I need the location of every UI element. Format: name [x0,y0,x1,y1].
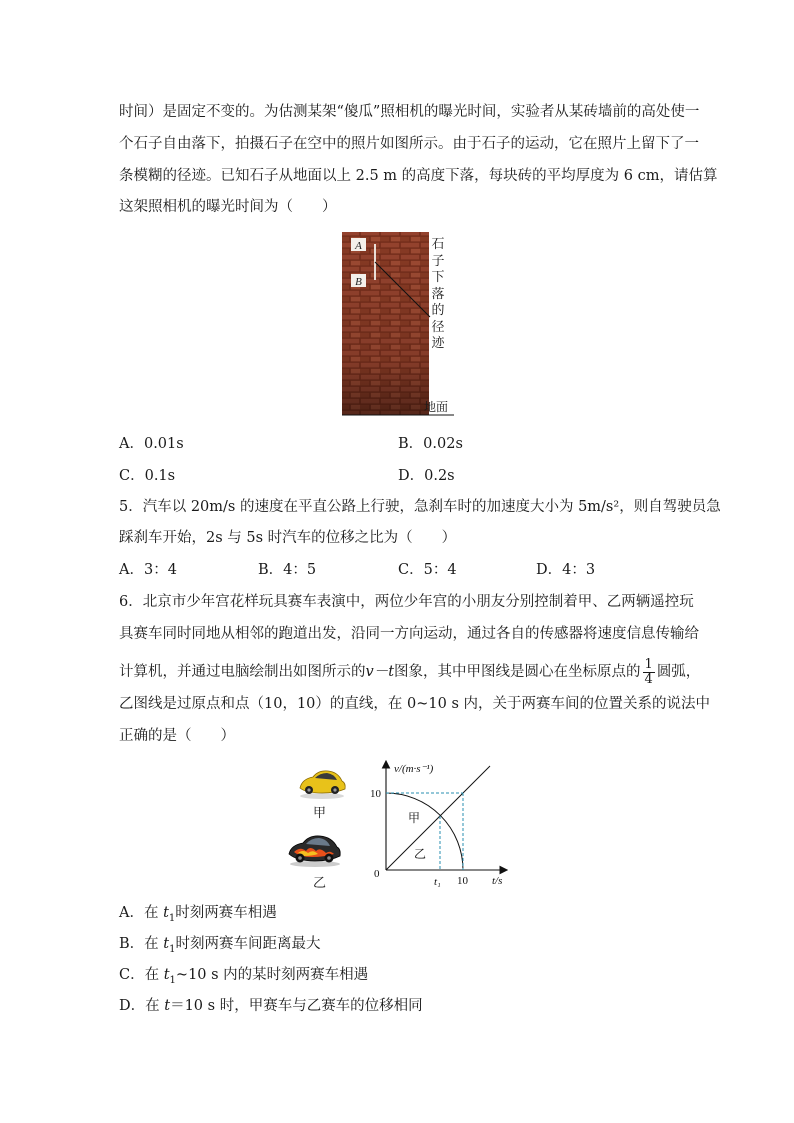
x-tick-t1: t₁ [434,876,441,888]
option-text: D．在 [119,998,165,1014]
q5-option-d[interactable]: D．4：3 [536,562,596,578]
caption-char: 的 [431,303,445,318]
origin-label: 0 [374,868,380,880]
car-label-jia: 甲 [313,806,327,821]
q6-text-line-2: 具赛车同时同地从相邻的跑道出发，沿同一方向运动，通过各自的传感器将速度信息传输给 [119,626,699,642]
car-label-yi: 乙 [313,876,327,891]
option-text: B．在 [119,936,164,952]
q5-option-c[interactable]: C．5：4 [398,562,457,578]
t-symbol: t [163,905,169,921]
yellow-car-icon [296,766,348,800]
fraction-denominator: 4 [644,671,653,687]
caption-char: 径 [431,319,445,335]
quarter-fraction [643,658,655,687]
q4-text-line-4: 这架照相机的曝光时间为（ ） [119,199,337,215]
t-symbol: t [163,936,170,952]
label-a: A [355,240,362,252]
caption-char: 子 [431,253,445,269]
subscript-1: 1 [169,943,176,955]
q6-text-line-1: 6．北京市少年宫花样玩具赛车表演中，两位少年宫的小朋友分别控制着甲、乙两辆遥控玩 [119,594,694,610]
yi-line-label: 乙 [414,847,427,861]
q6-line3-text-b: 图象，其中甲图线是圆心在坐标原点的 [394,664,641,680]
option-text: 时刻两赛车间距离最大 [175,936,321,952]
caption-char: 迹 [431,336,445,351]
q6-option-b[interactable] [119,934,320,960]
vt-symbol: v－t [365,664,395,680]
q6-option-a[interactable] [119,903,277,929]
q5-text-line-1: 5．汽车以 20m/s 的速度在平直公路上行驶，急刹车时的加速度大小为 5m/s²，则自驾驶员急 [119,499,721,515]
q6-text-line-4: 乙图线是过原点和点（10，10）的直线，在 0~10 s 内，关于两赛车间的位置关系的说法中 [119,696,710,712]
option-text: C．在 [119,967,164,983]
subscript-1: 1 [168,912,176,924]
q5-option-b[interactable]: B．4：5 [258,562,317,578]
q6-line3-text-c: 圆弧， [656,664,701,680]
x-axis-label: t/s [492,875,503,887]
q4-text-line-1: 时间）是固定不变的。为估测某架“傻瓜”照相机的曝光时间，实验者从某砖墙前的高处使一 [119,104,700,120]
option-text: 时刻两赛车相遇 [175,905,277,921]
q5-text-line-2: 踩刹车开始，2s 与 5s 时汽车的位移之比为（ ） [119,530,457,546]
trail-caption [430,237,446,353]
option-text: A．在 [119,905,164,921]
q4-option-b[interactable]: B．0.02s [398,436,463,452]
q6-text-line-5: 正确的是（ ） [119,728,235,744]
yi-line [386,766,490,870]
caption-char: 石 [431,237,445,252]
vt-graph [360,756,520,892]
jia-curve-label: 甲 [408,811,421,825]
q6-option-c[interactable] [119,965,368,991]
q5-option-a[interactable]: A．3：4 [119,562,177,578]
q4-text-line-2: 个石子自由落下，拍摄石子在空中的照片如图所示。由于石子的运动，它在照片上留下了一 [119,136,699,152]
option-text: ~10 s 内的某时刻两赛车相遇 [175,967,369,983]
black-flame-car-icon [286,830,344,868]
t-symbol: t [164,998,171,1014]
q6-text-line-3 [119,656,700,688]
caption-char: 下 [431,270,445,285]
label-b: B [355,276,362,288]
y-axis-label: v/(m·s⁻¹) [394,763,434,775]
q4-option-d[interactable]: D．0.2s [398,468,455,484]
option-text: ＝10 s 时，甲赛车与乙赛车的位移相同 [170,998,423,1014]
q6-option-d[interactable] [119,996,423,1016]
ground-label: 地面 [424,400,449,414]
q4-option-a[interactable]: A．0.01s [119,436,184,452]
caption-char: 落 [431,286,445,302]
q4-text-line-3: 条模糊的径迹。已知石子从地面以上 2.5 m 的高度下落，每块砖的平均厚度为 6 cm，请估算 [119,168,718,184]
q4-option-c[interactable]: C．0.1s [119,468,176,484]
x-tick-10: 10 [457,875,468,887]
t-symbol: t [163,967,170,983]
fraction-numerator: 1 [644,656,653,672]
y-tick-10: 10 [370,788,381,800]
subscript-1: 1 [169,974,176,986]
q6-line3-text-a: 计算机，并通过电脑绘制出如图所示的 [119,664,366,680]
